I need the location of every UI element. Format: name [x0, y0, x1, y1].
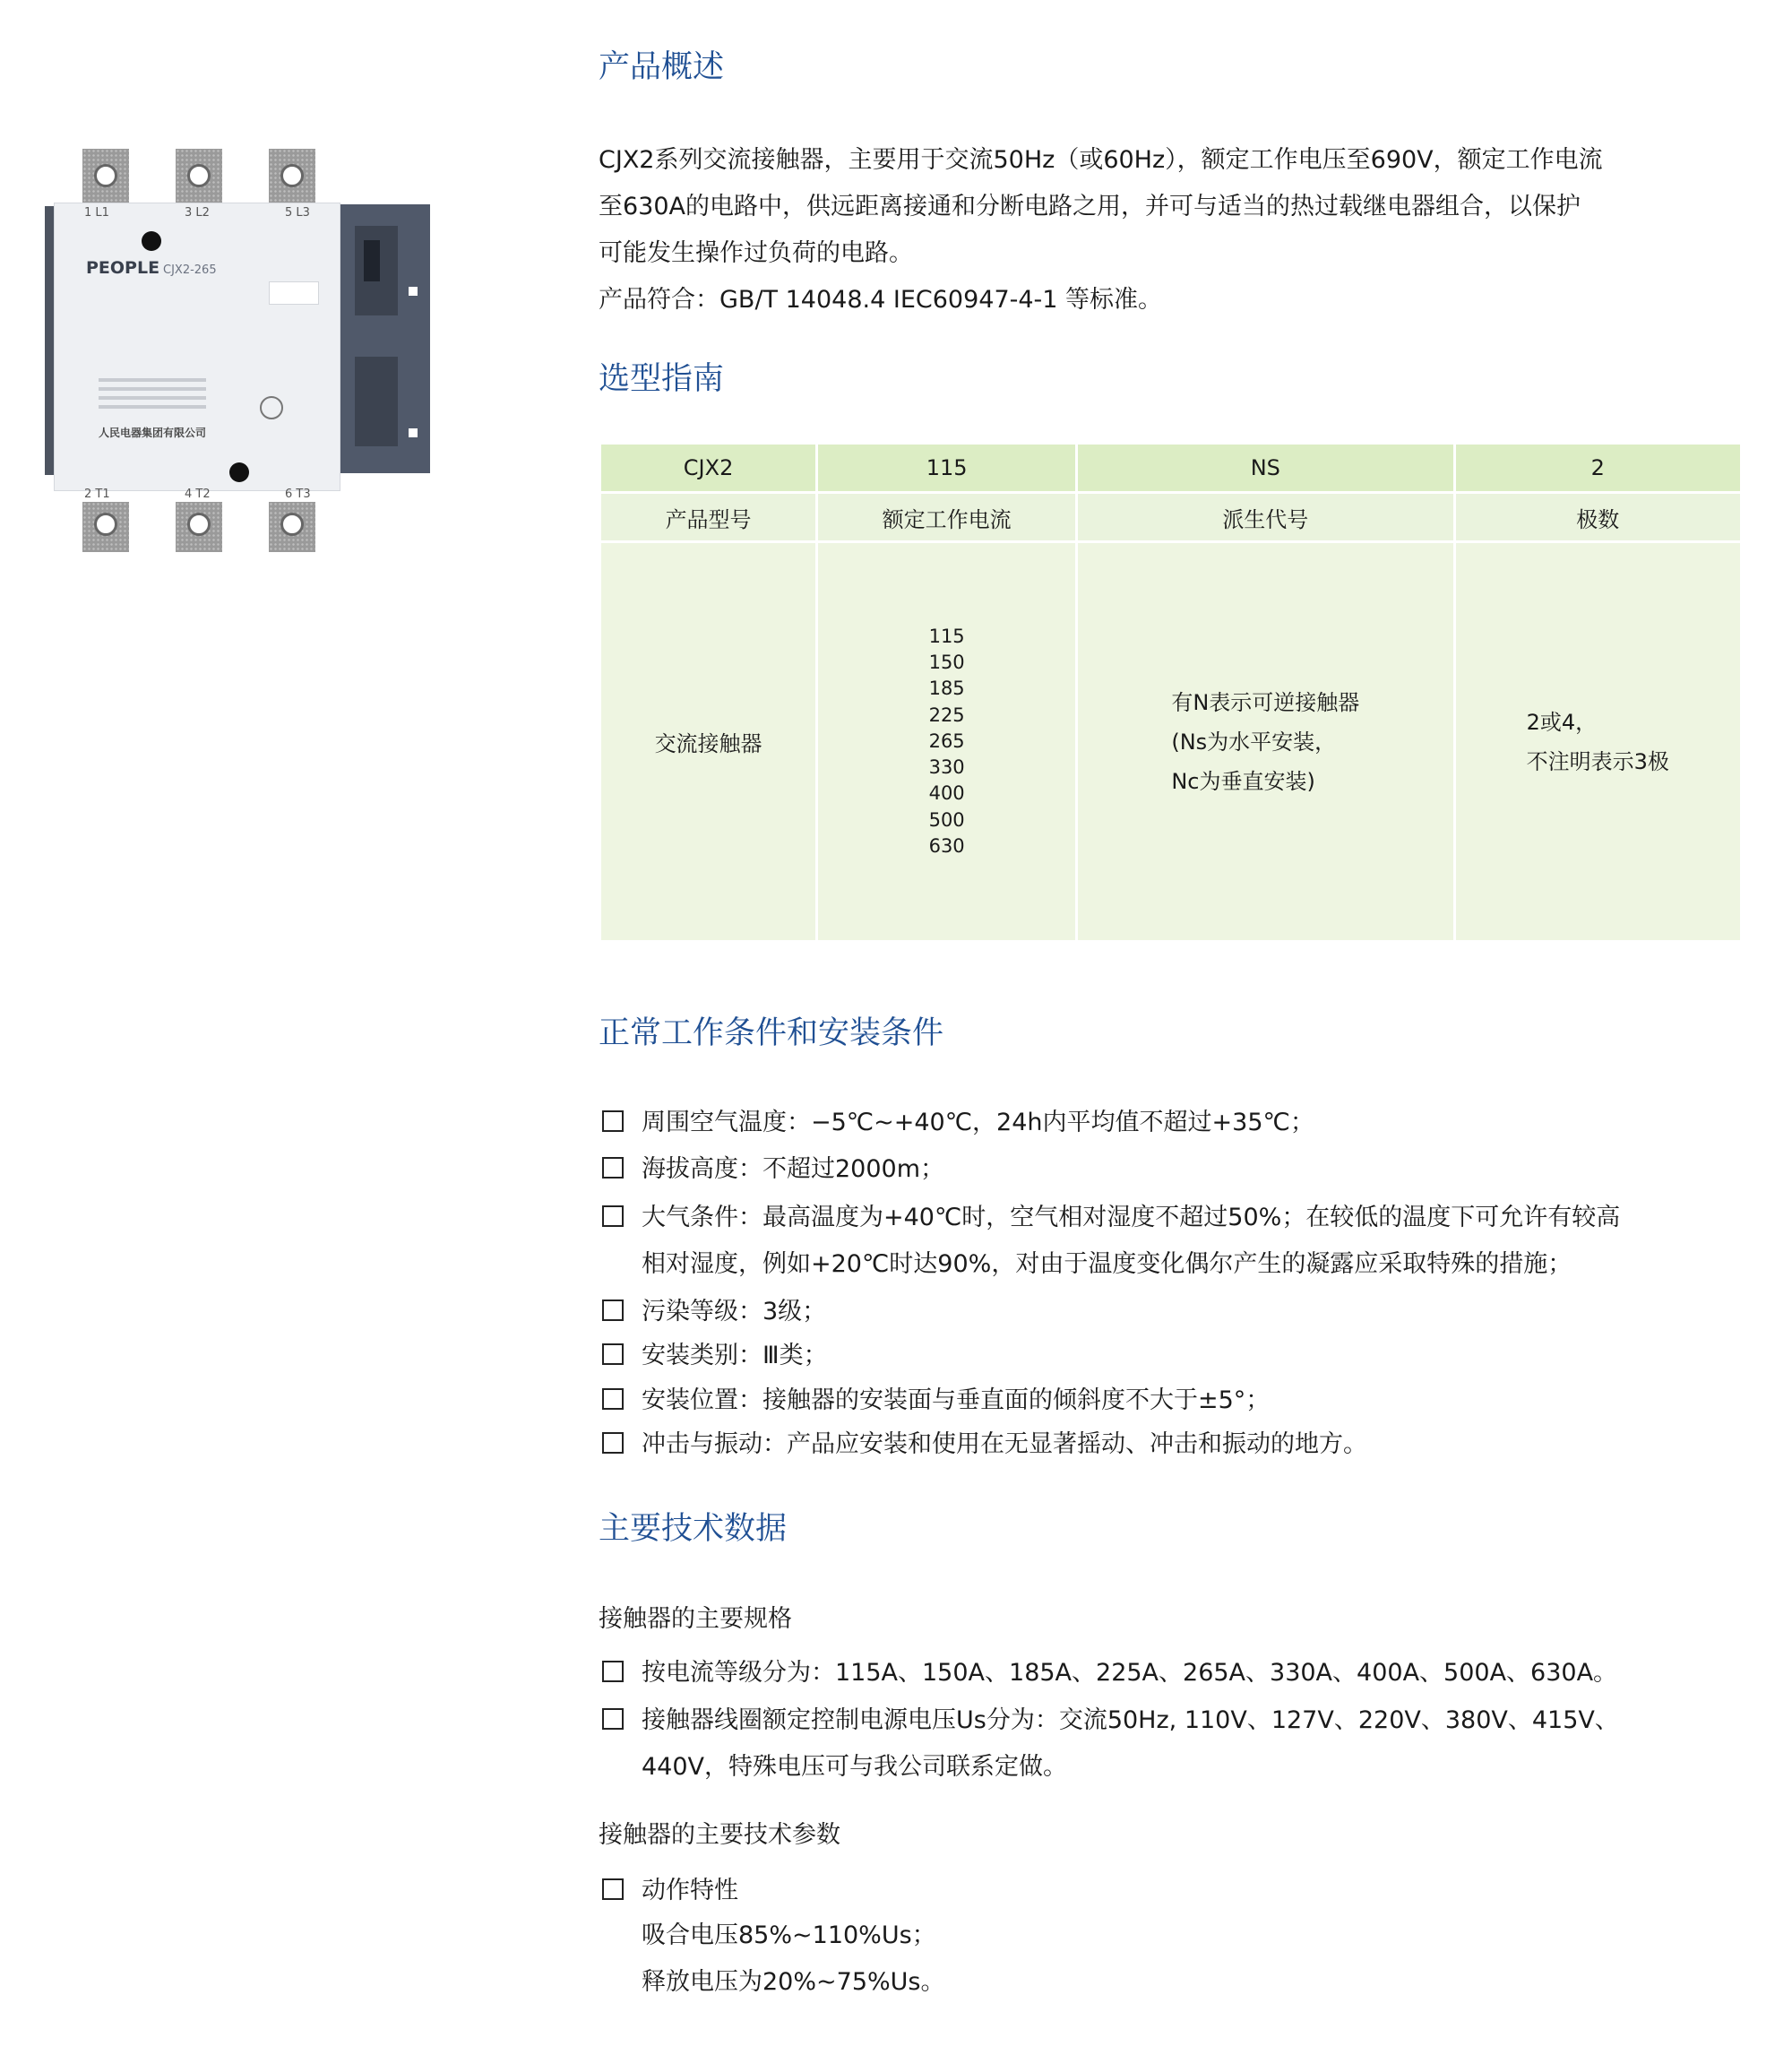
current-value: 500	[928, 808, 965, 831]
ccc-mark-icon	[260, 396, 283, 419]
terminal-label-top-3: 5 L3	[285, 206, 310, 220]
label-cell: 额定工作电流	[818, 494, 1075, 540]
rating-plate	[99, 378, 206, 432]
condition-item: 冲击与振动：产品应安装和使用在无显著摇动、冲击和振动的地方。	[599, 1421, 1772, 1468]
terminal-bottom-2	[176, 502, 222, 552]
spec-item: 按电流等级分为：115A、150A、185A、225A、265A、330A、400A、500A、630A。	[599, 1650, 1772, 1697]
current-value: 630	[928, 835, 965, 858]
checkbox-icon	[602, 1661, 624, 1682]
condition-item: 大气条件：最高温度为+40℃时，空气相对湿度不超过50%；在较低的温度下可允许有较高 相对湿度，例如+20℃时达90%，对由于温度变化偶尔产生的凝露应采取特殊的措施；	[599, 1195, 1772, 1288]
terminal-bottom-1	[82, 502, 129, 552]
current-value: 330	[928, 756, 965, 779]
spec-item: 接触器线圈额定控制电源电压Us分为：交流50Hz, 110V、127V、220V、380V、415V、 440V，特殊电压可与我公司联系定做。	[599, 1697, 1772, 1791]
derivative-line: Nc为垂直安装)	[1171, 768, 1315, 794]
param-item: 动作特性	[599, 1868, 1772, 1914]
maker-label: 人民电器集团有限公司	[99, 427, 207, 439]
label-cell: 产品型号	[601, 494, 815, 540]
checkbox-icon	[602, 1388, 624, 1410]
product-image	[45, 143, 430, 556]
checkbox-icon	[602, 1110, 624, 1132]
overview-line: 可能发生操作过负荷的电路。	[599, 239, 913, 267]
poles-cell	[1456, 543, 1740, 940]
spec-heading: 接触器的主要规格	[599, 1605, 792, 1633]
selection-guide-table	[599, 442, 1743, 943]
param-heading: 接触器的主要技术参数	[599, 1821, 840, 1849]
overview-line: 至630A的电路中，供远距离接通和分断电路之用，并可与适当的热过载继电器组合，以保护	[599, 193, 1581, 220]
label-slot	[269, 281, 319, 305]
code-cell: CJX2	[601, 445, 815, 491]
tech-data-title: 主要技术数据	[599, 1511, 788, 1547]
code-cell: 2	[1456, 445, 1740, 491]
derivative-line: (Ns为水平安装，	[1171, 729, 1337, 755]
overview-line: 产品符合：GB/T 14048.4 IEC60947-4-1 等标准。	[599, 286, 1163, 314]
current-list	[929, 624, 965, 860]
overview-title: 产品概述	[599, 49, 725, 85]
current-value: 265	[928, 730, 965, 752]
current-value: 185	[928, 678, 965, 700]
condition-item: 海拔高度：不超过2000m；	[599, 1146, 1772, 1193]
terminal-label-bottom-3: 6 T3	[285, 488, 311, 501]
screw	[229, 462, 249, 482]
param-line: 吸合电压85%~110%Us；	[642, 1921, 936, 1949]
code-cell: 115	[818, 445, 1075, 491]
detail-row	[601, 543, 1740, 940]
checkbox-icon	[602, 1432, 624, 1454]
overview-line: CJX2系列交流接触器，主要用于交流50Hz（或60Hz），额定工作电压至690V，额定工作电流	[599, 146, 1603, 174]
terminal-top-2	[176, 149, 222, 203]
currents-cell	[818, 543, 1075, 940]
terminal-bottom-3	[269, 502, 315, 552]
checkbox-icon	[602, 1205, 624, 1227]
terminal-label-bottom-1: 2 T1	[84, 488, 110, 501]
current-value: 400	[928, 782, 965, 805]
terminal-label-top-1: 1 L1	[84, 206, 109, 220]
condition-item: 污染等级：3级；	[599, 1289, 1772, 1335]
label-cell: 极数	[1456, 494, 1740, 540]
current-value: 150	[928, 651, 965, 673]
terminal-label-bottom-2: 4 T2	[185, 488, 211, 501]
contactor-body	[54, 203, 340, 491]
terminal-top-1	[82, 149, 129, 203]
model-label: CJX2-265	[163, 263, 217, 277]
condition-item: 周围空气温度：−5℃~+40℃，24h内平均值不超过+35℃；	[599, 1100, 1772, 1146]
brand-logo: PEOPLE	[86, 258, 160, 278]
code-cell: NS	[1078, 445, 1452, 491]
conditions-title: 正常工作条件和安装条件	[599, 1015, 944, 1051]
terminal-top-3	[269, 149, 315, 203]
derivative-line: 有N表示可逆接触器	[1171, 689, 1360, 715]
type-cell: 交流接触器	[601, 543, 815, 940]
condition-item: 安装位置：接触器的安装面与垂直面的倾斜度不大于±5°；	[599, 1377, 1772, 1424]
poles-line: 2或4，	[1526, 709, 1598, 735]
checkbox-icon	[602, 1878, 624, 1900]
checkbox-icon	[602, 1299, 624, 1321]
current-value: 225	[928, 704, 965, 726]
condition-item: 安装类别：Ⅲ类；	[599, 1333, 1772, 1379]
label-cell: 派生代号	[1078, 494, 1452, 540]
terminal-label-top-2: 3 L2	[185, 206, 210, 220]
poles-line: 不注明表示3极	[1526, 748, 1669, 774]
label-row	[601, 494, 1740, 540]
param-line: 释放电压为20%~75%Us。	[642, 1968, 945, 1996]
checkbox-icon	[602, 1343, 624, 1365]
derivative-cell	[1078, 543, 1452, 940]
overview-paragraph	[599, 137, 1772, 324]
contactor-auxiliary-block	[333, 204, 430, 473]
current-value: 115	[928, 625, 965, 647]
screw	[142, 231, 161, 251]
selection-guide-title: 选型指南	[599, 361, 725, 397]
checkbox-icon	[602, 1708, 624, 1730]
checkbox-icon	[602, 1157, 624, 1179]
code-row	[601, 445, 1740, 491]
